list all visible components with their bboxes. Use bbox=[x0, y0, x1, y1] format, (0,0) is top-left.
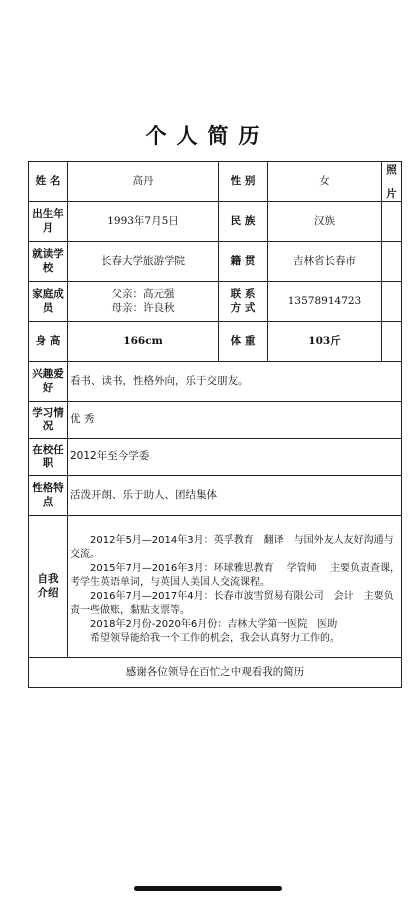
intro-label: 自我介绍 bbox=[28, 515, 68, 658]
birth-label: 出生年月 bbox=[28, 201, 68, 242]
intro-line: 2012年5月—2014年3月：英孚教育 翻译 与国外友人友好沟通与交流。 bbox=[70, 535, 394, 560]
intro-line: 2015年7月—2016年3月：环球雅思教育 学管师 主要负责查课，考学生英语单词，与英国人美国人交流课程。 bbox=[70, 563, 400, 588]
native-place-label: 籍 贯 bbox=[218, 241, 268, 282]
photo-cell bbox=[381, 201, 402, 242]
hobby-label: 兴趣爱好 bbox=[28, 361, 68, 402]
weight-value: 103斤 bbox=[267, 321, 382, 362]
height-label: 身 高 bbox=[28, 321, 68, 362]
photo-cell bbox=[381, 241, 402, 282]
traits-value: 活泼开朗、乐于助人、团结集体 bbox=[67, 475, 402, 516]
mother-text: 母亲：许良秋 bbox=[111, 301, 175, 314]
photo-cell bbox=[381, 281, 402, 322]
photo-label bbox=[381, 161, 402, 202]
family-value bbox=[67, 281, 219, 322]
thanks-footer: 感谢各位领导在百忙之中观看我的简历 bbox=[28, 657, 402, 688]
weight-label: 体 重 bbox=[218, 321, 268, 362]
school-label: 就读学校 bbox=[28, 241, 68, 282]
ethnic-value: 汉族 bbox=[267, 201, 382, 242]
study-value: 优 秀 bbox=[67, 401, 402, 439]
study-label: 学习情况 bbox=[28, 401, 68, 439]
position-value: 2012年至今学委 bbox=[67, 438, 402, 476]
intro-line: 2018年2月份-2020年6月份：吉林大学第一医院 医助 bbox=[90, 619, 338, 630]
intro-line: 希望领导能给我一个工作的机会，我会认真努力工作的。 bbox=[90, 633, 340, 644]
photo-label-char: 片 bbox=[386, 187, 397, 200]
family-label: 家庭成员 bbox=[28, 281, 68, 322]
photo-cell bbox=[381, 321, 402, 362]
traits-label: 性格特点 bbox=[28, 475, 68, 516]
father-text: 父亲：高元强 bbox=[111, 288, 175, 301]
photo-label-char: 照 bbox=[386, 163, 397, 176]
intro-value bbox=[67, 515, 402, 658]
contact-label: 联 系 方 式 bbox=[218, 281, 268, 322]
school-value: 长春大学旅游学院 bbox=[67, 241, 219, 282]
ethnic-label: 民 族 bbox=[218, 201, 268, 242]
intro-line: 2016年7月—2017年4月：长春市波雪贸易有限公司 会计 主要负责一些做账，黏贴支票等。 bbox=[70, 591, 394, 616]
page-title: 个人简历 bbox=[145, 124, 270, 148]
home-indicator[interactable] bbox=[134, 886, 282, 891]
position-label: 在校任职 bbox=[28, 438, 68, 476]
birth-value: 1993年7月5日 bbox=[67, 201, 219, 242]
height-value: 166cm bbox=[67, 321, 219, 362]
name-label: 姓 名 bbox=[28, 161, 68, 202]
resume-table bbox=[28, 161, 402, 688]
name-value: 高丹 bbox=[67, 161, 219, 202]
gender-label: 性 别 bbox=[218, 161, 268, 202]
contact-value: 13578914723 bbox=[267, 281, 382, 322]
hobby-value: 看书、读书，性格外向，乐于交朋友。 bbox=[67, 361, 402, 402]
gender-value: 女 bbox=[267, 161, 382, 202]
native-place-value: 吉林省长春市 bbox=[267, 241, 382, 282]
